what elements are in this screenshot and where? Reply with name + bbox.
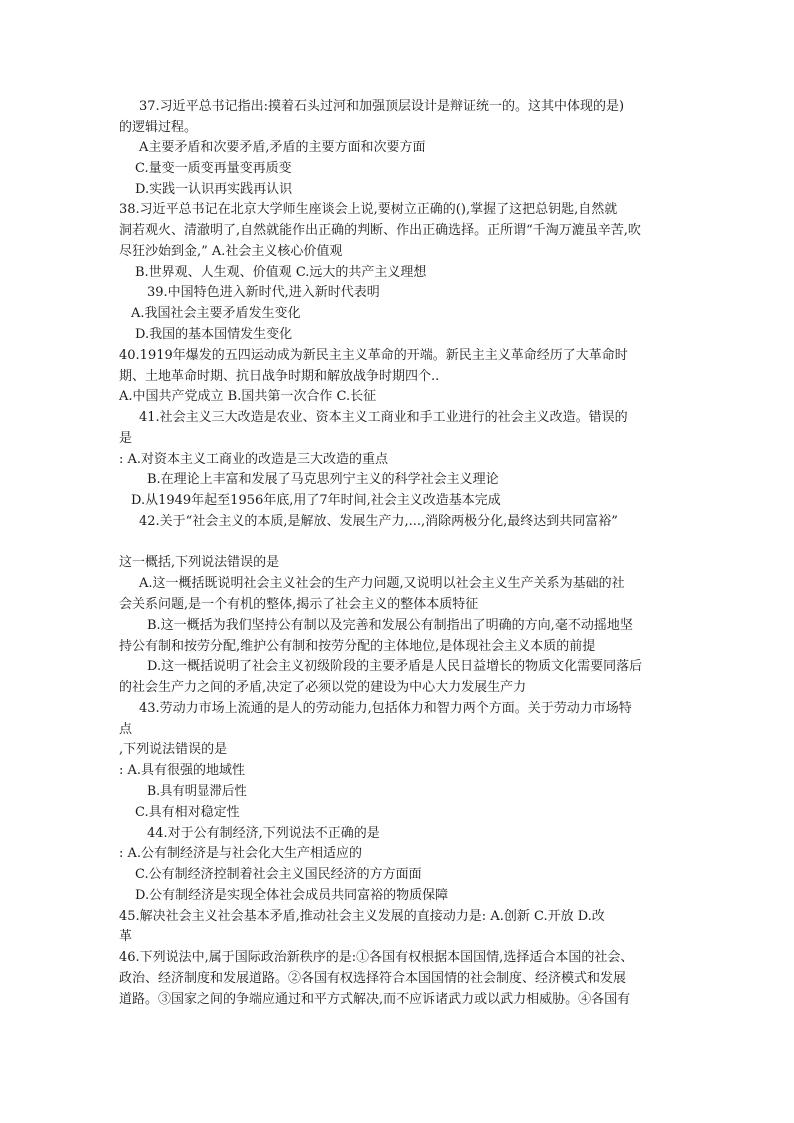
q38-option-b-c: B.世界观、人生观、价值观 C.远大的共产主义理想 xyxy=(135,265,427,280)
q43-option-c: C.具有相对稳定性 xyxy=(135,805,240,820)
q42-stem-line-1: 42.关于“社会主义的本质,是解放、发展生产力,...,消除两极分化,最终达到共同富裕” xyxy=(139,514,618,529)
q46-stem-line-3: 道路。③国家之间的争端应通过和平方式解决,而不应诉诸武力或以武力相威胁。④各国有 xyxy=(119,992,631,1007)
q42-option-a-line-1: A.这一概括既说明社会主义社会的生产力问题,又说明以社会主义生产关系为基础的社 xyxy=(139,576,625,591)
q42-option-d-line-2: 的社会生产力之间的矛盾,决定了必须以党的建设为中心大力发展生产力 xyxy=(119,680,527,695)
q43-stem-line-2: 点 xyxy=(119,722,133,737)
q44-option-c: C.公有制经济控制着社会主义国民经济的方方面面 xyxy=(135,867,422,882)
q43-option-a: : A.具有很强的地域性 xyxy=(119,763,246,778)
q44-option-a: : A.公有制经济是与社会化大生产相适应的 xyxy=(119,846,363,861)
q43-stem-line-1: 43.劳动力市场上流通的是人的劳动能力,包括体力和智力两个方面。关于劳动力市场特 xyxy=(139,701,632,716)
q41-option-d: D.从1949年起至1956年底,用了7年时间,社会主义改造基本完成 xyxy=(131,493,501,508)
q46-stem-line-2: 政治、经济制度和发展道路。②各国有权选择符合本国国情的社会制度、经济模式和发展 xyxy=(119,971,627,986)
q38-stem-line-2: 洞若观火、清澈明了,自然就能作出正确的判断、作出正确选择。正所谓“千淘万漉虽辛苦,吹 xyxy=(119,223,641,238)
q46-stem-line-1: 46.下列说法中,属于国际政治新秩序的是:①各国有权根据本国国情,选择适合本国的社会、 xyxy=(119,950,634,965)
q41-option-a: : A.对资本主义工商业的改造是三大改造的重点 xyxy=(119,452,389,467)
q45-stem-line-2: 革 xyxy=(119,929,133,944)
q42-stem-line-2: 这一概括,下列说法错误的是 xyxy=(119,555,280,570)
q37-option-d: D.实践一认识再实践再认识 xyxy=(135,182,293,197)
q41-option-b: B.在理论上丰富和发展了马克思列宁主义的科学社会主义理论 xyxy=(147,472,499,487)
q40-options: A.中国共产党成立 B.国共第一次合作 C.长征 xyxy=(119,389,377,404)
q41-stem-line-1: 41.社会主义三大改造是农业、资本主义工商业和手工业进行的社会主义改造。错误的 xyxy=(139,410,628,425)
q42-option-d-line-1: D.这一概括说明了社会主义初级阶段的主要矛盾是人民日益增长的物质文化需要同落后 xyxy=(147,659,643,674)
q40-stem-line-1: 40.1919年爆发的五四运动成为新民主主义革命的开端。新民主主义革命经历了大革命时 xyxy=(119,348,628,363)
q44-option-d: D.公有制经济是实现全体社会成员共同富裕的物质保障 xyxy=(135,888,449,903)
q37-stem-line-2: 的逻辑过程。 xyxy=(119,120,198,135)
q40-stem-line-2: 期、土地革命时期、抗日战争时期和解放战争时期四个.. xyxy=(119,369,440,384)
q44-stem: 44.对于公有制经济,下列说法不正确的是 xyxy=(147,826,380,841)
q37-stem-line-1: 37.习近平总书记指出:摸着石头过河和加强顶层设计是辩证统一的。这其中体现的是) xyxy=(139,99,625,114)
q41-stem-line-2: 是 xyxy=(119,431,133,446)
q43-stem-line-3: ,下列说法错误的是 xyxy=(119,742,228,757)
q39-option-a: A.我国社会主要矛盾发生变化 xyxy=(131,306,301,321)
q38-stem-line-3: 尽狂沙始到金,” A.社会主义核心价值观 xyxy=(119,244,343,259)
q37-option-c: C.量变一质变再量变再质变 xyxy=(135,161,292,176)
q45-stem-line-1: 45.解决社会主义社会基本矛盾,推动社会主义发展的直接动力是: A.创新 C.开放 D.改 xyxy=(119,909,605,924)
q43-option-b: B.具有明显滞后性 xyxy=(147,784,247,799)
q42-option-b-line-2: 持公有制和按劳分配,维护公有制和按劳分配的主体地位,是体现社会主义本质的前提 xyxy=(119,639,596,654)
q42-option-a-line-2: 会关系问题,是一个有机的整体,揭示了社会主义的整体本质特征 xyxy=(119,597,479,612)
q39-stem: 39.中国特色进入新时代,进入新时代表明 xyxy=(147,285,380,300)
q38-stem-line-1: 38.习近平总书记在北京大学师生座谈会上说,要树立正确的(),掌握了这把总钥匙,自然就 xyxy=(119,202,618,217)
q39-option-d: D.我国的基本国情发生变化 xyxy=(135,327,293,342)
q37-option-a: A主要矛盾和次要矛盾,矛盾的主要方面和次要方面 xyxy=(139,140,426,155)
q42-option-b-line-1: B.这一概括为我们坚持公有制以及完善和发展公有制指出了明确的方向,毫不动摇地坚 xyxy=(147,618,633,633)
